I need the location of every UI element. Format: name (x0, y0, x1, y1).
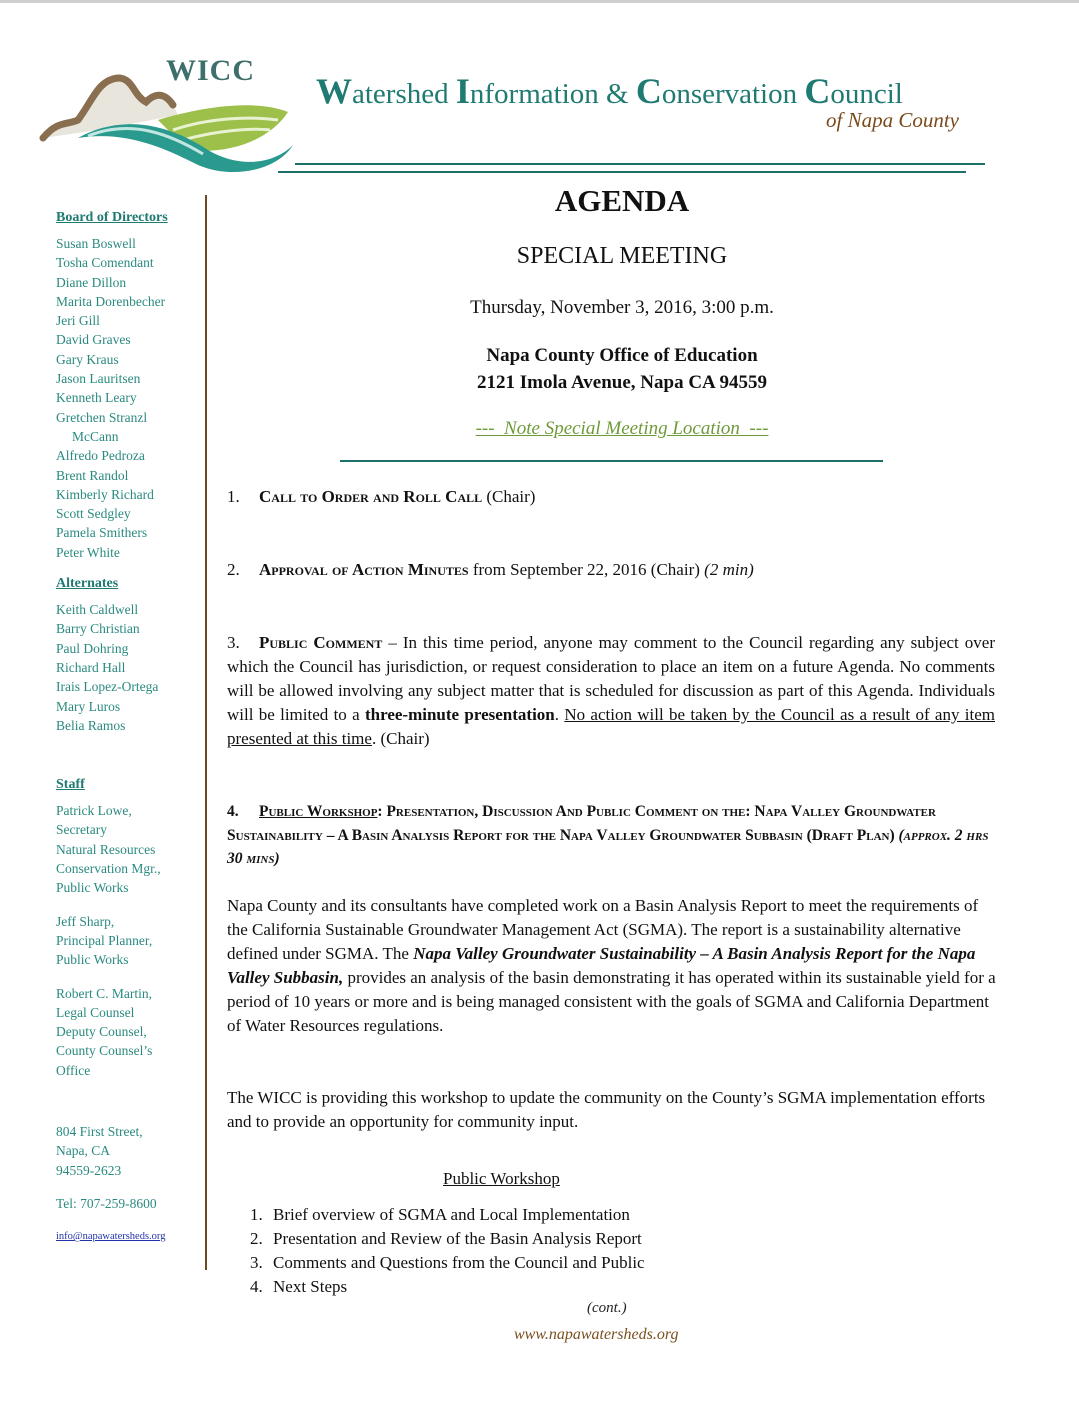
board-member: McCann (72, 428, 119, 444)
wicc-logo (38, 50, 298, 180)
agenda-item: 4. Public Workshop: Presentation, Discussion And Public Comment on the: Napa Valley Groundwater Sustainability – A Basin Analysis Report for the Napa Valley Groundwater Subbasin (Draft Plan) (approx. 2 hrs 30 mins) (227, 803, 989, 867)
org-title: Watershed Information & Conservation Council (316, 71, 903, 111)
logo-text: WICC (166, 54, 256, 87)
board-member: Tosha Comendant (56, 255, 154, 271)
sidebar (56, 210, 201, 1246)
board-member: Gretchen Stranzl (56, 409, 148, 425)
agenda-item: 1. Call to Order and Roll Call (Chair) (227, 487, 536, 506)
list-item: 2. Presentation and Review of the Basin Analysis Report (250, 1229, 642, 1248)
alternate-member: Barry Christian (56, 621, 140, 637)
org-subtitle: of Napa County (826, 108, 960, 132)
workshop-description: Napa County and its consultants have completed work on a Basin Analysis Report to meet the requirements of the California Sustainable Groundwater Management Act (SGMA). The report is a sustainability alternative defined under SGMA. The Napa Valley Groundwater Sustainability – A Basin Analysis Report for the Napa Valley Subbasin, provides an analysis of the basin demonstrating it has operated within its sustainable yield for a period of 10 years or more and is being managed consistent with the goals of SGMA and California Department of Water Resources regulations. (227, 896, 996, 1035)
staff-member: Robert C. Martin, Legal Counsel Deputy Counsel, County Counsel’s Office (56, 985, 153, 1078)
alternate-member: Richard Hall (56, 659, 126, 675)
section-divider (340, 460, 883, 462)
board-member: Brent Randol (56, 467, 129, 483)
email-link[interactable]: info@napawatersheds.org (56, 1231, 166, 1243)
meeting-location-address: 2121 Imola Avenue, Napa CA 94559 (477, 372, 767, 393)
list-item: 1. Brief overview of SGMA and Local Implementation (250, 1205, 630, 1224)
alternate-member: Keith Caldwell (56, 602, 139, 618)
list-item: 3. Comments and Questions from the Council and Public (250, 1253, 645, 1272)
board-member: Diane Dillon (56, 274, 127, 290)
board-member: Marita Dorenbecher (56, 293, 166, 309)
board-member: Pamela Smithers (56, 525, 148, 541)
board-member: Jason Lauritsen (56, 371, 141, 387)
continued-note: (cont.) (587, 1300, 627, 1316)
board-member: Scott Sedgley (56, 506, 131, 522)
board-member: Gary Kraus (56, 351, 119, 367)
agenda-item: 2. Approval of Action Minutes from September 22, 2016 (Chair) (2 min) (227, 560, 754, 579)
list-item: 4. Next Steps (250, 1277, 348, 1296)
meeting-datetime: Thursday, November 3, 2016, 3:00 p.m. (470, 297, 774, 318)
board-member: David Graves (56, 332, 131, 348)
address: 804 First Street, Napa, CA 94559-2623 (56, 1123, 143, 1178)
board-member: Peter White (56, 544, 120, 560)
workshop-list (250, 1203, 645, 1299)
alternates-heading: Alternates (56, 576, 119, 592)
board-member: Jeri Gill (56, 313, 100, 329)
staff-heading: Staff (56, 777, 85, 793)
website-link[interactable]: www.napawatersheds.org (514, 1326, 679, 1343)
alternate-member: Irais Lopez-Ortega (56, 679, 159, 695)
top-border (0, 0, 1079, 3)
header-divider-bottom (278, 171, 966, 173)
alternate-member: Paul Dohring (56, 640, 129, 656)
board-member: Kenneth Leary (56, 390, 137, 406)
meeting-type: SPECIAL MEETING (516, 243, 728, 269)
alternate-member: Mary Luros (56, 698, 121, 714)
workshop-purpose: The WICC is providing this workshop to update the community on the County’s SGMA implementation efforts and to provide an opportunity for community input. (227, 1088, 986, 1131)
meeting-location-name: Napa County Office of Education (486, 345, 758, 366)
board-member: Kimberly Richard (56, 486, 154, 502)
header-divider-top (295, 163, 985, 165)
phone: Tel: 707-259-8600 (56, 1195, 157, 1211)
board-heading: Board of Directors (56, 210, 168, 225)
staff-member: Patrick Lowe, Secretary Natural Resources Conservation Mgr., Public Works (56, 803, 161, 896)
page-title: AGENDA (554, 183, 690, 218)
board-member: Alfredo Pedroza (56, 448, 145, 464)
agenda-item: 3. Public Comment – In this time period, anyone may comment to the Council regarding any subject over which the Council has jurisdiction, or request consideration to place an item on a future Agenda. No comments will be allowed involving any subject matter that is scheduled for discussion as part of this Agenda. Individuals will be limited to a three-minute presentation. No action will be taken by the Council as a result of any item presented at this time. (Chair) (227, 633, 995, 748)
alternate-member: Belia Ramos (56, 717, 126, 733)
location-note: --- Note Special Meeting Location --- (475, 418, 769, 439)
sidebar-divider (205, 195, 207, 1270)
staff-member: Jeff Sharp, Principal Planner, Public Works (56, 913, 153, 968)
board-member: Susan Boswell (56, 236, 136, 251)
workshop-title: Public Workshop (443, 1169, 560, 1188)
